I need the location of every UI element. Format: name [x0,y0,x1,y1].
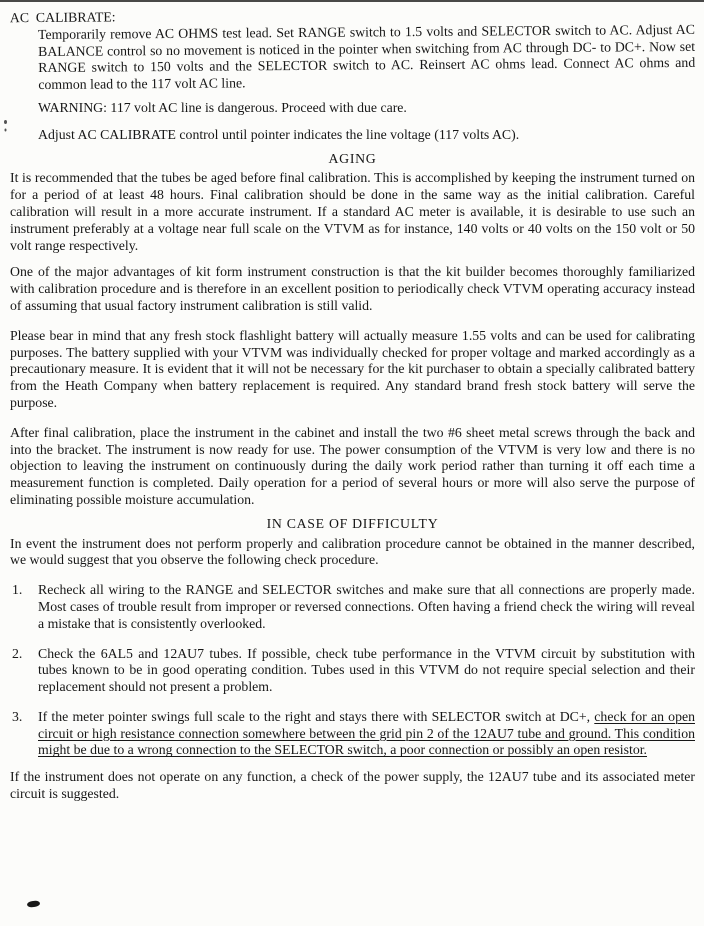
list-item-2 [10,646,695,696]
scan-artifact-mark [4,120,7,124]
ac-calibrate-heading: AC CALIBRATE: [9,9,116,26]
list-text-1: Recheck all wiring to the RANGE and SELECTOR switches and make sure that all connections are properly made. Most cases of trouble result from improper or reversed connections. Often having a friend check the wiring will reveal a mistake that is consistently overlooked. [38,582,695,631]
list-text-2: Check the 6AL5 and 12AU7 tubes. If possible, check tube performance in the VTVM circuit by substitution with tubes known to be in good operating condition. Tubes used in this VTVM do not require special selection and their replacement should not present a problem. [38,645,695,695]
list-text-3 [38,709,695,759]
list-text-3-underlined: check for an open circuit or high resistance connection somewhere between the grid pin 2 of the 12AU7 tube and ground. This condition might be due to a wrong connection to the SELECTOR switch, a poor connection or possibly an open resistor. [38,708,695,758]
list-number-3: 3. [12,708,23,724]
scan-edge-artifact [0,0,704,2]
list-number-1: 1. [12,582,23,598]
aging-heading: AGING [328,150,377,166]
aging-paragraph-4: After final calibration, place the instrument in the cabinet and install the two #6 sheet metal screws through the back and into the bracket. The instrument is now ready for use. The power consumption of the VTVM is very low and there is no objection to leaving the instrument on continuously during the daily work period rather than turning it off each time a measurement function is completed. Daily operation for a period of several hours or more will also serve the purpose of eliminating possible moisture accumulation. [10,424,695,507]
aging-paragraph-3: Please bear in mind that any fresh stock flashlight battery will actually measure 1.55 volts and can be used for calibrating purposes. The battery supplied with your VTVM was individually checked for proper voltage and marked accordingly as a precautionary measure. It is evident that it will not be necessary for the kit purchaser to obtain a specially calibrated battery from the Heath Company when battery replacement is required. Any standard brand fresh stock battery will serve the purpose. [10,327,695,410]
warning-line: WARNING: 117 volt AC line is dangerous. Proceed with due care. [38,99,407,115]
list-item-1 [10,582,695,632]
difficulty-intro: In event the instrument does not perform properly and calibration procedure cannot be obtained in the manner described, we would suggest that you observe the following check procedure. [10,535,695,568]
difficulty-outro: If the instrument does not operate on any function, a check of the power supply, the 12AU7 tube and its associated meter circuit is suggested. [10,769,695,802]
list-text-3-plain: If the meter pointer swings full scale to the right and stays there with SELECTOR switch at DC+, [38,708,595,724]
aging-paragraph-1: It is recommended that the tubes be aged before final calibration. This is accomplished by keeping the instrument turned on for a period of at least 48 hours. Final calibration should be done in the same way as the initial calibration. Careful calibration will result in a more accurate instrument. If a standard AC meter is available, it is desirable to use such an instrument preferably at a voltage near full scale on the VTVM as for instance, 140 volts or 40 volts on the 150 volt or 50 volt range respectively. [10,170,695,253]
list-number-2: 2. [12,645,23,661]
adjust-line: Adjust AC CALIBRATE control until pointer indicates the line voltage (117 volts AC). [38,126,520,142]
ink-speck-artifact [27,900,41,908]
section-ac-calibrate [10,5,696,94]
aging-paragraph-2: One of the major advantages of kit form instrument construction is that the kit builder becomes thoroughly familiarized with calibration procedure and is therefore in an excellent position to periodically check VTVM operating accuracy instead of assuming that usual factory instrument calibration is still valid. [10,264,695,313]
difficulty-heading: IN CASE OF DIFFICULTY [266,515,439,531]
ac-calibrate-body: Temporarily remove AC OHMS test lead. Set RANGE switch to 1.5 volts and SELECTOR switch to AC. Adjust AC BALANCE control so no movement is noticed in the pointer when switching from AC through DC- to DC+. Now set RANGE switch to 150 volts and the SELECTOR switch to AC. Reinsert AC ohms lead. Connect AC ohms and common lead to the 117 volt AC line. [37,21,696,93]
list-item-3 [10,709,695,759]
